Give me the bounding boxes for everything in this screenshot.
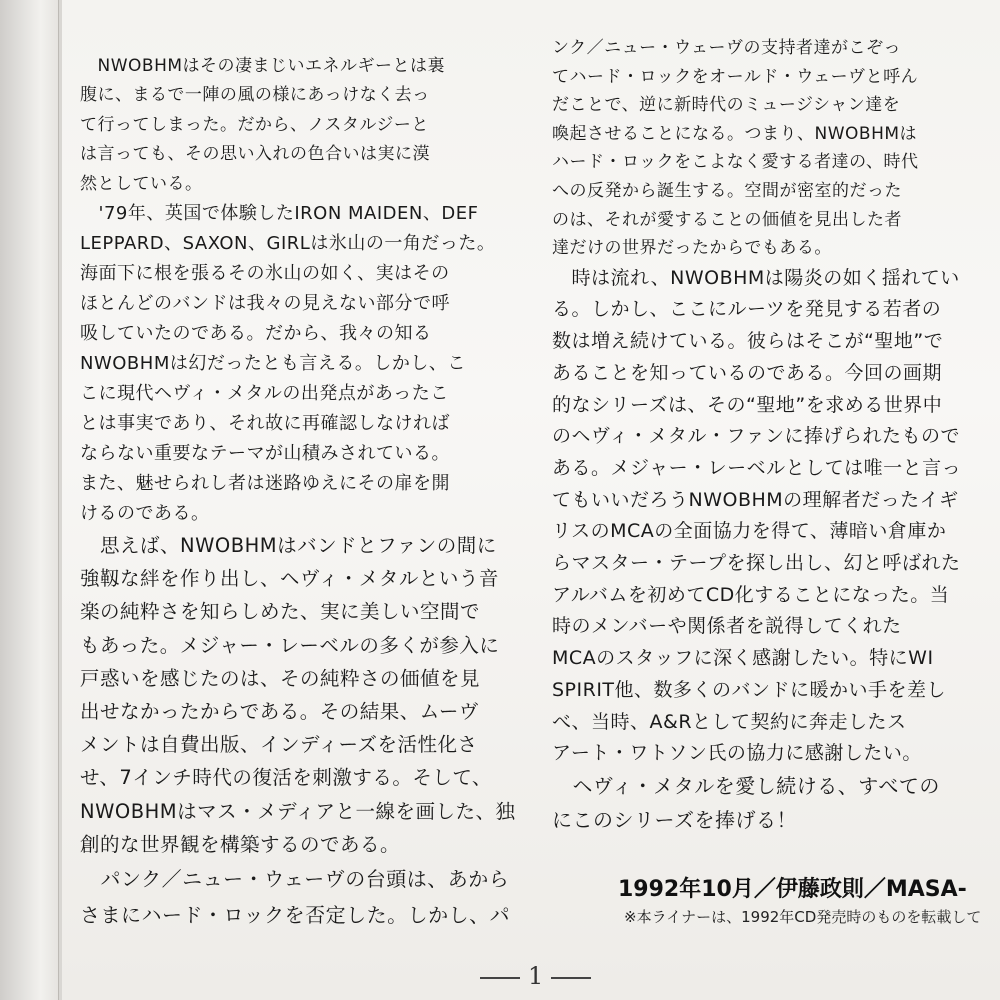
text-line: て行ってしまった。だから、ノスタルジーと <box>80 114 429 135</box>
folio-dash-left <box>480 977 520 979</box>
text-line: ならない重要なテーマが山積みされている。 <box>80 443 450 465</box>
paragraph-4 <box>80 861 550 933</box>
text-line: あることを知っているのである。今回の画期 <box>552 361 943 384</box>
reprint-note: ※本ライナーは、1992年CD発売時のものを転載して <box>624 908 982 926</box>
text-line: SPIRIT他、数多くのバンドに暖かい手を差し <box>552 678 947 701</box>
text-line: こに現代ヘヴィ・メタルの出発点があったこ <box>80 383 449 405</box>
text-line: もあった。メジャー・レーベルの多くが参入に <box>80 633 500 657</box>
text-line: 戸惑いを感じたのは、その純粋さの価値を見 <box>80 666 481 690</box>
paragraph-2 <box>80 199 550 529</box>
page-number-value: 1 <box>528 962 544 990</box>
text-line: ほとんどのバンドは我々の見えない部分で呼 <box>80 293 450 315</box>
liner-notes-page <box>62 0 1000 1000</box>
text-line: 創的な世界観を構築するのである。 <box>80 832 401 856</box>
text-line: さまにハード・ロックを否定した。しかし、パ <box>80 903 511 928</box>
paragraph-6 <box>552 263 1000 770</box>
text-line: とは事実であり、それ故に再確認しなければ <box>80 413 450 435</box>
text-line: への反発から誕生する。空間が密室的だった <box>552 180 902 201</box>
facing-page-edge <box>0 0 59 1000</box>
author-signature: 1992年10月／伊藤政則／MASA- <box>618 877 967 902</box>
text-line: 喚起させることになる。つまり、NWOBHMは <box>552 123 918 144</box>
text-line: べ、当時、A&Rとして契約に奔走したス <box>552 710 907 733</box>
text-line: ヘヴィ・メタルを愛し続ける、すべての <box>552 774 940 798</box>
text-line: 数は増え続けている。彼らはそこが“聖地”で <box>552 330 944 353</box>
text-line: アート・ワトソン氏の協力に感謝したい。 <box>552 742 922 765</box>
right-column <box>552 34 1000 837</box>
text-line: 思えば、NWOBHMはバンドとファンの間に <box>80 534 497 558</box>
text-line: パンク／ニュー・ウェーヴの台頭は、あから <box>80 867 510 892</box>
text-line: のヘヴィ・メタル・ファンに捧げられたもので <box>552 425 960 448</box>
text-line: せ、7インチ時代の復活を刺激する。そして、 <box>80 766 492 790</box>
text-line: けるのである。 <box>80 503 210 525</box>
text-line: てハード・ロックをオールド・ウェーヴと呼ん <box>552 66 919 87</box>
text-line: NWOBHMはその凄まじいエネルギーとは裏 <box>80 56 446 76</box>
text-line: は言っても、その思い入れの色合いは実に漠 <box>80 144 430 165</box>
text-line: 出せなかったからである。その結果、ムーヴ <box>80 700 479 724</box>
text-line: ある。メジャー・レーベルとしては唯一と言っ <box>552 456 962 479</box>
text-line: 的なシリーズは、その“聖地”を求める世界中 <box>552 393 943 416</box>
folio-dash-right <box>551 977 591 979</box>
text-line: 時のメンバーや関係者を説得してくれた <box>552 615 902 638</box>
text-line: NWOBHMは幻だったとも言える。しかし、こ <box>80 353 466 375</box>
paragraph-3 <box>80 529 550 861</box>
text-line: る。しかし、ここにルーツを発見する若者の <box>552 298 942 321</box>
text-line: 強靱な絆を作り出し、ヘヴィ・メタルという音 <box>80 567 499 591</box>
page-number <box>472 962 599 990</box>
text-line: '79年、英国で体験したIRON MAIDEN、DEF <box>80 203 479 225</box>
text-line: だことで、逆に新時代のミュージシャン達を <box>552 95 901 116</box>
left-column <box>80 52 550 933</box>
text-line: 吸していたのである。だから、我々の知る <box>80 323 432 345</box>
text-line: LEPPARD、SAXON、GIRLは氷山の一角だった。 <box>80 233 496 255</box>
text-line: 海面下に根を張るその氷山の如く、実はその <box>80 263 450 285</box>
text-line: NWOBHMはマス・メディアと一線を画した、独 <box>80 799 516 823</box>
text-line: 腹に、まるで一陣の風の様にあっけなく去っ <box>80 85 430 106</box>
text-line: 然としている。 <box>80 173 203 194</box>
text-line: らマスター・テープを探し出し、幻と呼ばれた <box>552 552 961 575</box>
text-line: てもいいだろうNWOBHMの理解者だったイギ <box>552 488 959 511</box>
text-line: MCAのスタッフに深く感謝したい。特にWI <box>552 647 934 670</box>
text-line: 楽の純粋さを知らしめた、実に美しい空間で <box>80 600 481 624</box>
paragraph-1 <box>80 52 550 199</box>
text-line: 達だけの世界だったからでもある。 <box>552 238 832 259</box>
text-line: リスのMCAの全面協力を得て、薄暗い倉庫か <box>552 520 947 543</box>
paragraph-5 <box>552 34 1000 263</box>
text-line: メントは自費出版、インディーズを活性化さ <box>80 733 478 757</box>
text-line: のは、それが愛することの価値を見出した者 <box>552 209 902 230</box>
text-line: 時は流れ、NWOBHMは陽炎の如く揺れてい <box>552 266 960 289</box>
text-line: ハード・ロックをこよなく愛する者達の、時代 <box>552 152 919 173</box>
paragraph-7 <box>552 770 1000 837</box>
text-line: ンク／ニュー・ウェーヴの支持者達がこぞっ <box>552 38 901 58</box>
text-line: にこのシリーズを捧げる！ <box>552 807 797 832</box>
text-line: また、魅せられし者は迷路ゆえにその扉を開 <box>80 473 450 495</box>
text-line: アルバムを初めてCD化することになった。当 <box>552 583 950 606</box>
